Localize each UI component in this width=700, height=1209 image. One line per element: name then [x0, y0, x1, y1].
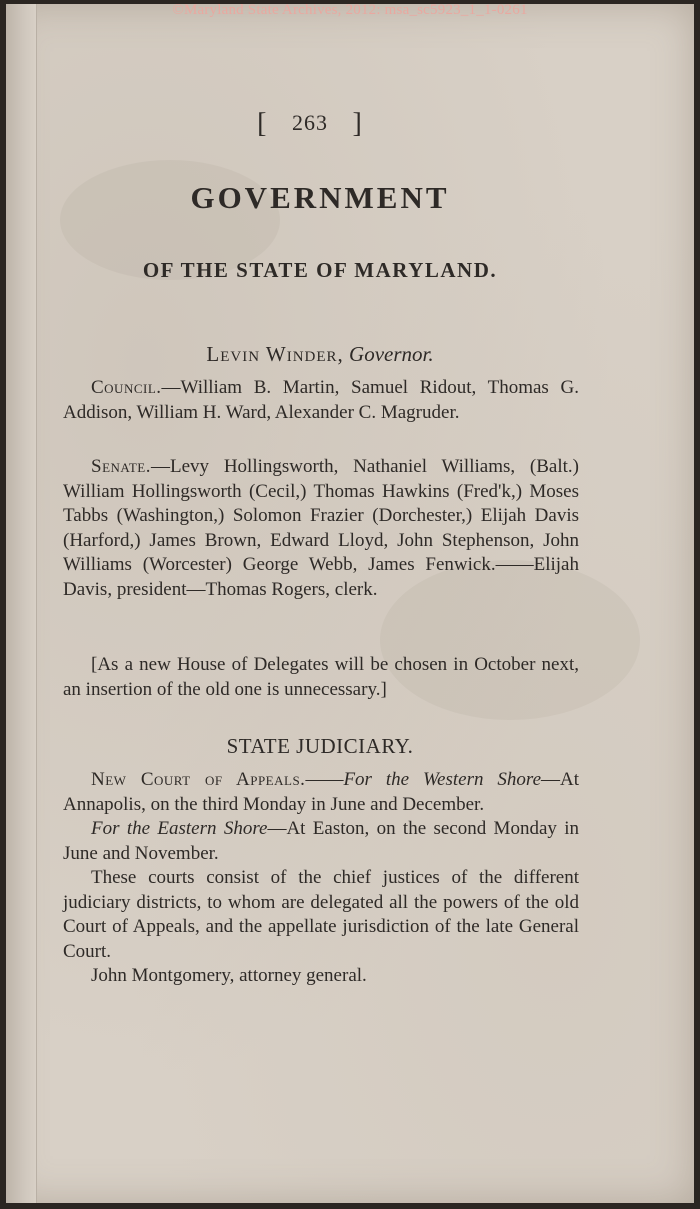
governor-name: Levin Winder, — [206, 342, 344, 366]
eastern-shore-text: —At Easton, on the second Monday in June and November. — [63, 818, 579, 864]
court-dash: —— — [305, 769, 344, 790]
archive-watermark: ©Maryland State Archives, 2012: msa_sc5923_1_1-0261 — [172, 2, 528, 18]
eastern-shore-paragraph — [63, 817, 579, 866]
page-subtitle: OF THE STATE OF MARYLAND. — [142, 258, 498, 282]
council-label: Council. — [91, 377, 162, 398]
council-text: —William B. Martin, Samuel Ridout, Thomas G. Addison, William H. Ward, Alexander C. Magruder. — [63, 377, 579, 423]
senate-section — [63, 455, 579, 602]
judiciary-heading: STATE JUDICIARY. — [226, 734, 414, 758]
court-appeals-paragraph — [63, 768, 579, 817]
page-title: GOVERNMENT — [190, 180, 450, 215]
courts-description: These courts consist of the chief justices of the different judiciary districts, to whom are delegated all the powers of the old Court of Appeals, and the appellate jurisdiction of the late General Court. — [63, 867, 579, 962]
judiciary-section — [63, 768, 579, 989]
council-paragraph — [63, 376, 579, 425]
page-number: [ 263 ] — [257, 108, 363, 139]
house-note: [As a new House of Delegates will be chosen in October next, an insertion of the old one is unnecessary.] — [63, 654, 579, 700]
court-appeals-label: New Court of Appeals. — [91, 769, 306, 790]
page-number-value: 263 — [292, 110, 328, 135]
senate-paragraph — [63, 455, 579, 602]
governor-line — [0, 342, 640, 367]
western-shore-text: —At Annapolis, on the third Monday in June and December. — [63, 769, 579, 815]
council-section — [63, 376, 579, 425]
governor-role: Governor. — [349, 342, 434, 366]
attorney-general-line: John Montgomery, attorney general. — [91, 965, 367, 986]
western-shore-label: For the Western Shore — [343, 769, 541, 790]
senate-text: —Levy Hollingsworth, Nathaniel Williams, (Balt.) William Hollingsworth (Cecil,) Thomas Hawkins (Fred'k,) Moses Tabbs (Washington,) Solomon Frazier (Dorchester,) Elijah Davis (Harford,) James Brown, Edward Lloyd, John Stephenson, John Williams (Worcester) George Webb, James Fenwick.——Elijah Davis, president—Thomas Rogers, clerk. — [63, 456, 579, 600]
senate-label: Senate. — [91, 456, 151, 477]
house-note-section — [63, 653, 579, 702]
eastern-shore-label: For the Eastern Shore — [91, 818, 268, 839]
